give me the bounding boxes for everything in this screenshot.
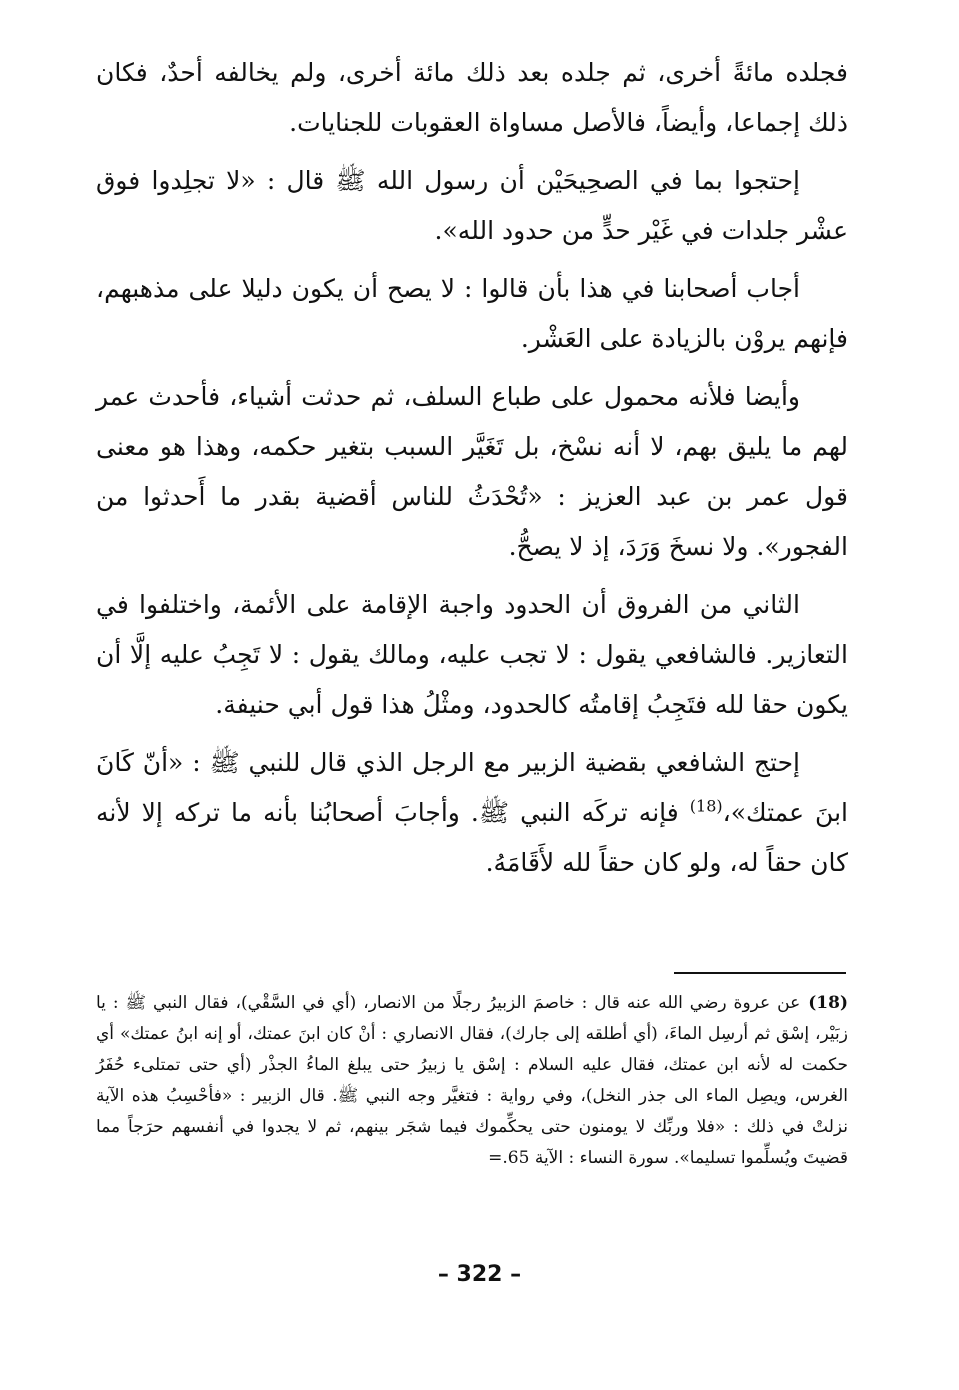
footnote-number: (18) [808, 993, 848, 1013]
footnote [96, 988, 848, 1174]
paragraph-2: إحتجوا بما في الصحِيحَيْن أن رسول الله ﷺ قال : «لا تجلِدوا فوق عشْر جلدات في غَيْر حدٍّ من حدود الله». [96, 166, 848, 245]
page-number: – 322 – [437, 1262, 522, 1287]
paragraph-4: وأيضا فلأنه محمول على طباع السلف، ثم حدثت أشياء، فأحدث عمر لهم ما يليق بهم، لا أنه نسْخ، بل تَغَيَّر السبب بتغير حكمه، وهذا هو معنى قول عمر بن عبد العزيز : «تُحْدَثُ للناس أقضية بقدر ما أَحدثوا من الفجور». ولا نسخَ وَرَدَ، إذ لا يصحُّ. [96, 382, 848, 561]
paragraph-6-part-2: فإنه تركَه النبي ﷺ. وأجابَ أصحابُنا بأنه ما تركه إلا لأنه كان حقاً له، ولو كان حقاً لله لأَقَامَهُ. [96, 798, 848, 877]
footnote-reference: (18) [689, 796, 723, 816]
paragraph-5: الثاني من الفروق أن الحدود واجبة الإقامة على الأئمة، واختلفوا في التعازير. فالشافعي يقول : لا تجب عليه، ومالك يقول : لا تَجِبُ عليه إلَّا أن يكون حقا لله فتَجِبُ إقامتُه كالحدود، ومثْلُ هذا قول أبي حنيفة. [96, 590, 848, 719]
paragraph-3: أجاب أصحابنا في هذا بأن قالوا : لا يصح أن يكون دليلا على مذهبهم، فإنهم يروْن بالزيادة على العَشْر. [96, 274, 848, 353]
paragraph-6-part-1: إحتج الشافعي بقضية الزبير مع الرجل الذي قال للنبي ﷺ : «أنّ كَانَ ابنَ عمتك»، [96, 748, 848, 827]
main-text [96, 48, 848, 896]
footnote-text: عن عروة رضي الله عنه قال : خاصمَ الزبيرُ رجلًا من الانصار، (أي في السَّقْي)، فقال النبي ﷺ : يا زبَيْر، إسْق ثم أرسِل الماءَ، (أي أطلقه إلى جارك)، فقال الانصاري : أنْ كان ابنَ عمتك، أو إنه ابنُ عمتك» أي حكمت له لأنه ابن عمتك، فقال عليه السلام : إسْق يا زبيرُ حتى يبلغ الماءُ الجذْر (أي حتى تمتلىء حُفَرُ الغرس، ويصِل الماء الى جذر النخل)، وفي رواية : فتغيَّر وجه النبي ﷺ. قال الزبير : «فأحْسِبُ هذه الآية نزلتْ في ذلك : «فلا وربِّك لا يومنون حتى يحكِّموك فيما شجَر بينهم، ثم لا يجدوا في أنفسهم حرَجاً مما قضيتَ ويُسلِّموا تسليما». سورة النساء : الآية 65.= [96, 993, 848, 1168]
paragraph-6 [96, 738, 848, 888]
footnote-separator [674, 972, 846, 974]
paragraph-1: فجلده مائةً أخرى، ثم جلده بعد ذلك مائة أخرى، ولم يخالفه أحدٌ، فكان ذلك إجماعا، وأيضاً، فالأصل مساواة العقوبات للجنايات. [96, 58, 848, 137]
